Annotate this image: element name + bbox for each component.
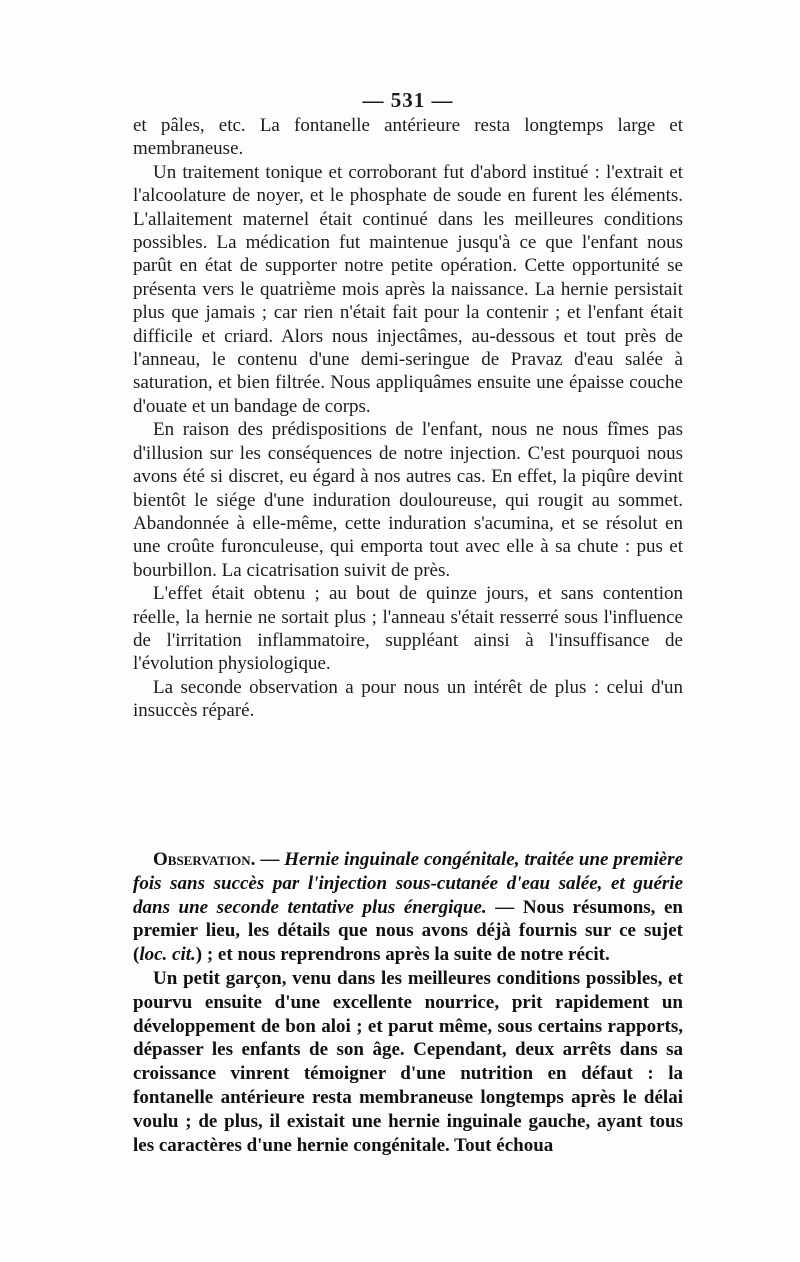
observation-dash: — [255,849,285,870]
paragraph-2: Un traitement tonique et corroborant fut d'abord institué : l'extrait et l'alcoolature de noyer, et le phosphate de soude en furent les éléments. L'allaitement maternel était continué dans les meilleures conditions possibles. La médication fut maintenue jusqu'à ce que l'enfant nous parût en état de supporter notre petite opération. Cette opportunité se présenta vers le quatrième mois après la naissance. La hernie persistait plus que jamais ; car rien n'était fait pour la contenir ; et l'enfant était difficile et criard. Alors nous injectâmes, au-dessous et tout près de l'anneau, le contenu d'une demi-seringue de Pravaz d'eau salée à saturation, et bien filtrée. Nous appliquâmes ensuite une épaisse couche d'ouate et un bandage de corps. [133,161,683,417]
observation-section [133,848,683,1157]
page-number: — 531 — [362,88,454,112]
paragraph-4: L'effet était obtenu ; au bout de quinze jours, et sans contention réelle, la hernie ne sortait plus ; l'anneau s'était resserré sous l'influence de l'irritation inflammatoire, suppléant ainsi à l'insuffisance de l'évolution physiologique. [133,583,683,675]
observation-label: Observation. [153,849,256,870]
observation-intro-after: ) ; et nous reprendrons après la suite de notre récit. [195,944,610,966]
observation-paragraph: Un petit garçon, venu dans les meilleures conditions possibles, et pourvu ensuite d'une excellente nourrice, prit rapidement un développement de bon aloi ; et parut même, sous certains rapports, dépasser les enfants de son âge. Cependant, deux arrêts dans sa croissance vinrent témoigner d'une nutrition en défaut : la fontanelle antérieure resta membraneuse longtemps après le délai voulu ; de plus, il existait une hernie inguinale gauche, ayant tous les caractères d'une hernie congénitale. Tout échoua [133,967,683,1156]
observation-citation: loc. cit. [139,944,196,966]
observation-title: Hernie inguinale congénitale, traitée une première fois sans succès par l'injection sous-cutanée d'eau salée, et guérie dans une seconde tentative plus énergique. [133,849,684,918]
paragraph-1: et pâles, etc. La fontanelle antérieure resta longtemps large et membraneuse. [133,115,683,160]
observation-heading [133,848,683,967]
body-text [133,114,683,723]
paragraph-5: La seconde observation a pour nous un intérêt de plus : celui d'un insuccès réparé. [133,676,683,722]
observation-intro-before: — Nous résumons, en premier lieu, les détails que nous avons déjà fournis sur ce sujet ( [133,896,683,966]
paragraph-3: En raison des prédispositions de l'enfant, nous ne nous fîmes pas d'illusion sur les conséquences de notre injection. C'est pourquoi nous avons été si discret, eu égard à nos autres cas. En effet, la piqûre devint bientôt le siége d'une induration douloureuse, qui rougit au sommet. Abandonnée à elle-même, cette induration s'acumina, et se résolut en une croûte furonculeuse, qui emporta tout avec elle à sa chute : pus et bourbillon. La cicatrisation suivit de près. [133,419,683,581]
